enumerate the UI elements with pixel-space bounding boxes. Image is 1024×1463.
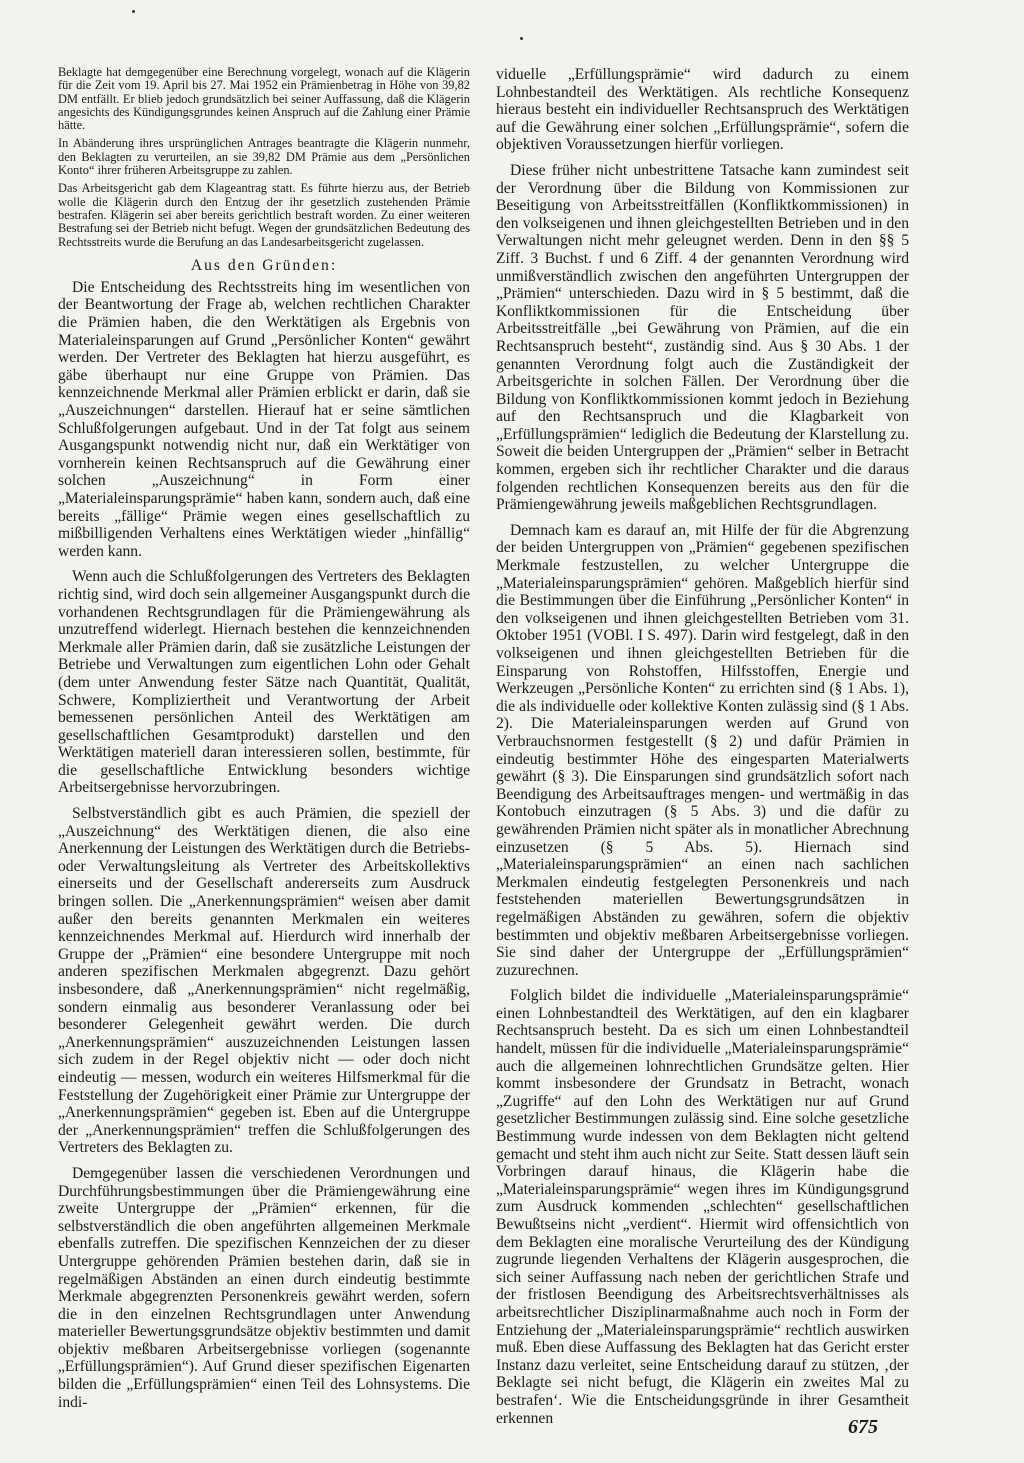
body-paragraph: Die Entscheidung des Rechtsstreits hing im wesentlichen von der Beantwortung der Frage ab, welchen rechtlichen Charakter die Prämien haben, die den Werktätigen als Ergebnis von Materialeinsparungen auf Grund „Persönlicher Konten“ gewährt werden. Der Vertreter des Beklagten hat hierzu ausgeführt, es gäbe überhaupt nur eine Gruppe von Prämien. Das kennzeichnende Merkmal aller Prämien erblickt er darin, daß sie „Auszeichnungen“ darstellen. Hierauf hat er seine sämtlichen Schlußfolgerungen aufgebaut. Und in der Tat folgt aus seinem Ausgangspunkt notwendig nicht nur, daß ein Werktätiger von vornherein keinen Rechtsanspruch auf die Gewährung einer solchen „Auszeichnung“ in Form einer „Materialeinsparungsprämie“ haben kann, sondern auch, daß eine bereits „fällige“ Prämie wegen eines gesellschaftlich zu mißbilligenden Verhaltens eines Werktätigen wieder „hinfällig“ werden kann.: [58, 278, 470, 560]
section-heading: Aus den Gründen:: [190, 256, 338, 274]
body-paragraph: Folglich bildet die individuelle „Materialeinsparungsprämie“ einen Lohnbestandteil des Werktätigen, auf den ein klagbarer Rechtsanspruch besteht. Da es sich um einen Lohnbestandteil handelt, müssen für die individuelle „Materialeinsparungsprämie“ auch die allgemeinen lohnrechtlichen Grundsätze gelten. Hier kommt insbesondere der Grundsatz in Betracht, wonach „Zugriffe“ auf den Lohn des Werktätigen nur auf Grund gesetzlicher Bestimmungen zulässig sind. Eine solche gesetzliche Bestimmung wurde indessen von dem Beklagten nicht geltend gemacht und steht ihm auch nicht zur Seite. Statt dessen läuft sein Vorbringen darauf hinaus, die Klägerin habe die „Materialeinsparungsprämie“ wegen ihres im Kündigungsgrund zum Ausdruck kommenden „schlechten“ gesellschaftlichen Bewußtseins nicht „verdient“. Hiermit wird offensichtlich von dem Beklagten eine moralische Verurteilung des der Kündigung zugrunde liegenden Verhaltens der Klägerin ausgesprochen, die sich seiner Auffassung nach neben der gerichtlichen Strafe und der fristlosen Beendigung des Arbeitsrechtsverhältnisses als arbeitsrechtlicher Disziplinarmaßnahme auch noch in Form der Entziehung der „Materialeinsparungsprämie“ rechtlich auswirken muß. Eben diese Auffassung des Beklagten hat das Gericht erster Instanz dazu verleitet, seine Entscheidung darauf zu stützen, ‚der Beklagte sei nicht befugt, die Klägerin ein zweites Mal zu bestrafen‘. Wie die Entscheidungsgründe in ihrer Gesamtheit erkennen: [496, 987, 909, 1427]
case-facts-paragraph: Das Arbeitsgericht gab dem Klageantrag statt. Es führte hierzu aus, der Betrieb wolle die Klägerin durch den Entzug der ihr gesetzlich zustehenden Prämie bestrafen. Klägerin sei aber bereits gerichtlich bestraft worden. Zu einer weiteren Bestrafung sei der Betrieb nicht befugt. Wegen der grundsätzlichen Bedeutung des Rechtsstreits wurde die Berufung an das Landesarbeitsgericht zugelassen.: [58, 181, 470, 249]
body-paragraph: Demnach kam es darauf an, mit Hilfe der für die Abgrenzung der beiden Untergruppen von „Prämien“ gegebenen spezifischen Merkmale festzustellen, zu welcher Untergruppe die „Materialeinsparungsprämien“ gehören. Maßgeblich hierfür sind die Bestimmungen über die Einführung „Persönlicher Konten“ in den volkseigenen und ihnen gleichgestellten Betrieben vom 31. Oktober 1951 (VOBl. I S. 497). Darin wird festgelegt, daß in den volkseigenen und ihnen gleichgestellten Betrieben für die Einsparung von Rohstoffen, Hilfsstoffen, Energie und Werkzeugen „Persönliche Konten“ zu errichten sind (§ 1 Abs. 1), die als individuelle oder kollektive Konten zulässig sind (§ 1 Abs. 2). Die Materialeinsparungen werden auf Grund von Verbrauchsnormen festgestellt (§ 2) und dafür Prämien in eindeutig bestimmter Höhe des eingesparten Materialwerts gewährt (§ 3). Die Einsparungen sind grundsätzlich sofort nach Beendigung des Arbeitsauftrages mengen- und wertmäßig in das Kontobuch einzutragen (§ 5 Abs. 3) und die dafür zu gewährenden Prämien nicht später als in monatlicher Abrechnung einzusetzen (§ 5 Abs. 5). Hiernach sind „Materialeinsparungsprämien“ an einen nach sachlichen Merkmalen eindeutig festgelegten Personenkreis und nach feststehenden materiellen Bewertungsgrundsätzen in regelmäßigen Abständen zu gewähren, sofern die objektiv bestimmten und objektiv meßbaren Arbeitsergebnisse vorliegen. Sie sind daher der Untergruppe der „Erfüllungsprämien“ zuzurechnen.: [496, 521, 909, 979]
right-column: [496, 66, 909, 1435]
body-paragraph: Selbstverständlich gibt es auch Prämien, die speziell der „Auszeichnung“ des Werktätigen dienen, die also eine Anerkennung der Leistungen des Werktätigen durch die Betriebs- oder Verwaltungsleitung als Vertreter des Arbeitskollektivs einerseits und der Gesellschaft andererseits zum Ausdruck bringen sollen. Die „Anerkennungsprämien“ weisen aber damit außer den bereits genannten Merkmalen ein weiteres kennzeichnendes Merkmal auf. Hierdurch wird innerhalb der Gruppe der „Prämien“ eine besondere Untergruppe mit noch anderen spezifischen Merkmalen abgegrenzt. Dazu gehört insbesondere, daß „Anerkennungsprämien“ nicht regelmäßig, sondern einmalig aus besonderer Veranlassung oder bei besonderer Gelegenheit gewährt werden. Die durch „Anerkennungsprämien“ auszuzeichnenden Leistungen lassen sich zudem in der Regel objektiv nicht — oder doch nicht eindeutig — messen, wodurch ein weiteres Hilfsmerkmal für die Feststellung der Zugehörigkeit einer Prämie zur Untergruppe der „Anerkennungsprämien“ gegeben ist. Eben auf die Untergruppe der „Anerkennungsprämien“ treffen die Schlußfolgerungen des Vertreters des Beklagten zu.: [58, 805, 470, 1157]
body-paragraph: Wenn auch die Schlußfolgerungen des Vertreters des Beklagten richtig sind, wird doch sein allgemeiner Ausgangspunkt durch die vorhandenen Rechtsgrundlagen für die Prämiengewährung als unzutreffend widerlegt. Hiernach bestehen die kennzeichnenden Merkmale aller Prämien darin, daß sie zusätzliche Leistungen der Betriebe und Verwaltungen zum eigentlichen Lohn oder Gehalt (dem unter Anwendung fester Sätze nach Quantität, Qualität, Schwere, Kompliziertheit und Verantwortung der Arbeit bemessenen persönlichen Anteil des Werktätigen am gesellschaftlichen Gesamtprodukt) darstellen und den Werktätigen materiell daran interessieren sollen, bestimmte, für die gesellschaftliche Entwicklung besonders wichtige Arbeitsergebnisse hervorzubringen.: [58, 568, 470, 797]
print-speck: [520, 37, 523, 40]
case-facts-paragraph: In Abänderung ihres ursprünglichen Antrages beantragte die Klägerin nunmehr, den Beklagten zu verurteilen, an sie 39,82 DM Prämie aus dem „Persönlichen Konto“ ihrer früheren Arbeitsgruppe zu zahlen.: [58, 136, 470, 178]
left-column: [58, 66, 470, 1419]
case-facts-paragraph: Beklagte hat demgegenüber eine Berechnung vorgelegt, wonach auf die Klägerin für die Zeit vom 19. April bis 27. Mai 1952 ein Prämienbetrag in Höhe von 39,82 DM entfällt. Er blieb jedoch grundsätzlich bei seiner Auffassung, daß die Klägerin angesichts des Kündigungsgrundes keinen Anspruch auf die Zahlung einer Prämie hätte.: [58, 65, 470, 133]
page-number: 675: [848, 1416, 878, 1438]
continued-paragraph: viduelle „Erfüllungsprämie“ wird dadurch zu einem Lohnbestandteil des Werktätigen. Als rechtliche Konsequenz hieraus besteht ein individueller Rechtsanspruch des Werktätigen auf die Gewährung einer solchen „Erfüllungsprämie“, sofern die objektiven Voraussetzungen hierfür vorliegen.: [496, 66, 909, 154]
body-paragraph: Demgegenüber lassen die verschiedenen Verordnungen und Durchführungsbestimmungen über die Prämiengewährung eine zweite Untergruppe der „Prämien“ erkennen, für die selbstverständlich die oben angeführten allgemeinen Merkmale ebenfalls zutreffen. Die spezifischen Kennzeichen der zu dieser Untergruppe gehörenden Prämien bestehen darin, daß sie in regelmäßigen Abständen an einen durch eindeutig bestimmte Merkmale abgegrenzten Personenkreis gewährt werden, sofern die in den einzelnen Rechtsgrundlagen unter Anwendung materieller Bewertungsgrundsätze objektiv bestimmten und damit objektiv meßbaren Arbeitsergebnisse vorliegen (sogenannte „Erfüllungsprämien“). Auf Grund dieser spezifischen Eigenarten bilden die „Erfüllungsprämien“ einen Teil des Lohnsystems. Die indi-: [58, 1164, 470, 1411]
body-paragraph: Diese früher nicht unbestrittene Tatsache kann zumindest seit der Verordnung über die Bildung von Kommissionen zur Beseitigung von Arbeitsstreitfällen (Konfliktkommissionen) in den volkseigenen und ihnen gleichgestellten Betrieben und in den Verwaltungen nicht mehr geleugnet werden. Denn in den §§ 5 Ziff. 3 Buchst. f und 6 Ziff. 4 der genannten Verordnung wird unmißverständlich zwischen den angeführten Untergruppen der „Prämien“ unterschieden. Dazu wird in § 5 bestimmt, daß die Konfliktkommissionen für die Entscheidung über Arbeitsstreitfälle „bei Gewährung von Prämien, auf die ein Rechtsanspruch besteht“, zuständig sind. Aus § 30 Abs. 1 der genannten Verordnung folgt auch die Zuständigkeit der Arbeitsgerichte in solchen Fällen. Der Verordnung über die Bildung von Konfliktkommissionen kommt jedoch in Beziehung auf den Rechtsanspruch und die Klagbarkeit von „Erfüllungsprämien“ lediglich die Bedeutung der Klarstellung zu. Soweit die beiden Untergruppen der „Prämien“ selber in Betracht kommen, ergeben sich ihr rechtlicher Charakter und die daraus folgenden rechtlichen Konsequenzen bereits aus den für die Prämiengewährung jeweils maßgeblichen Rechtsgrundlagen.: [496, 161, 909, 514]
print-speck: [132, 10, 135, 13]
